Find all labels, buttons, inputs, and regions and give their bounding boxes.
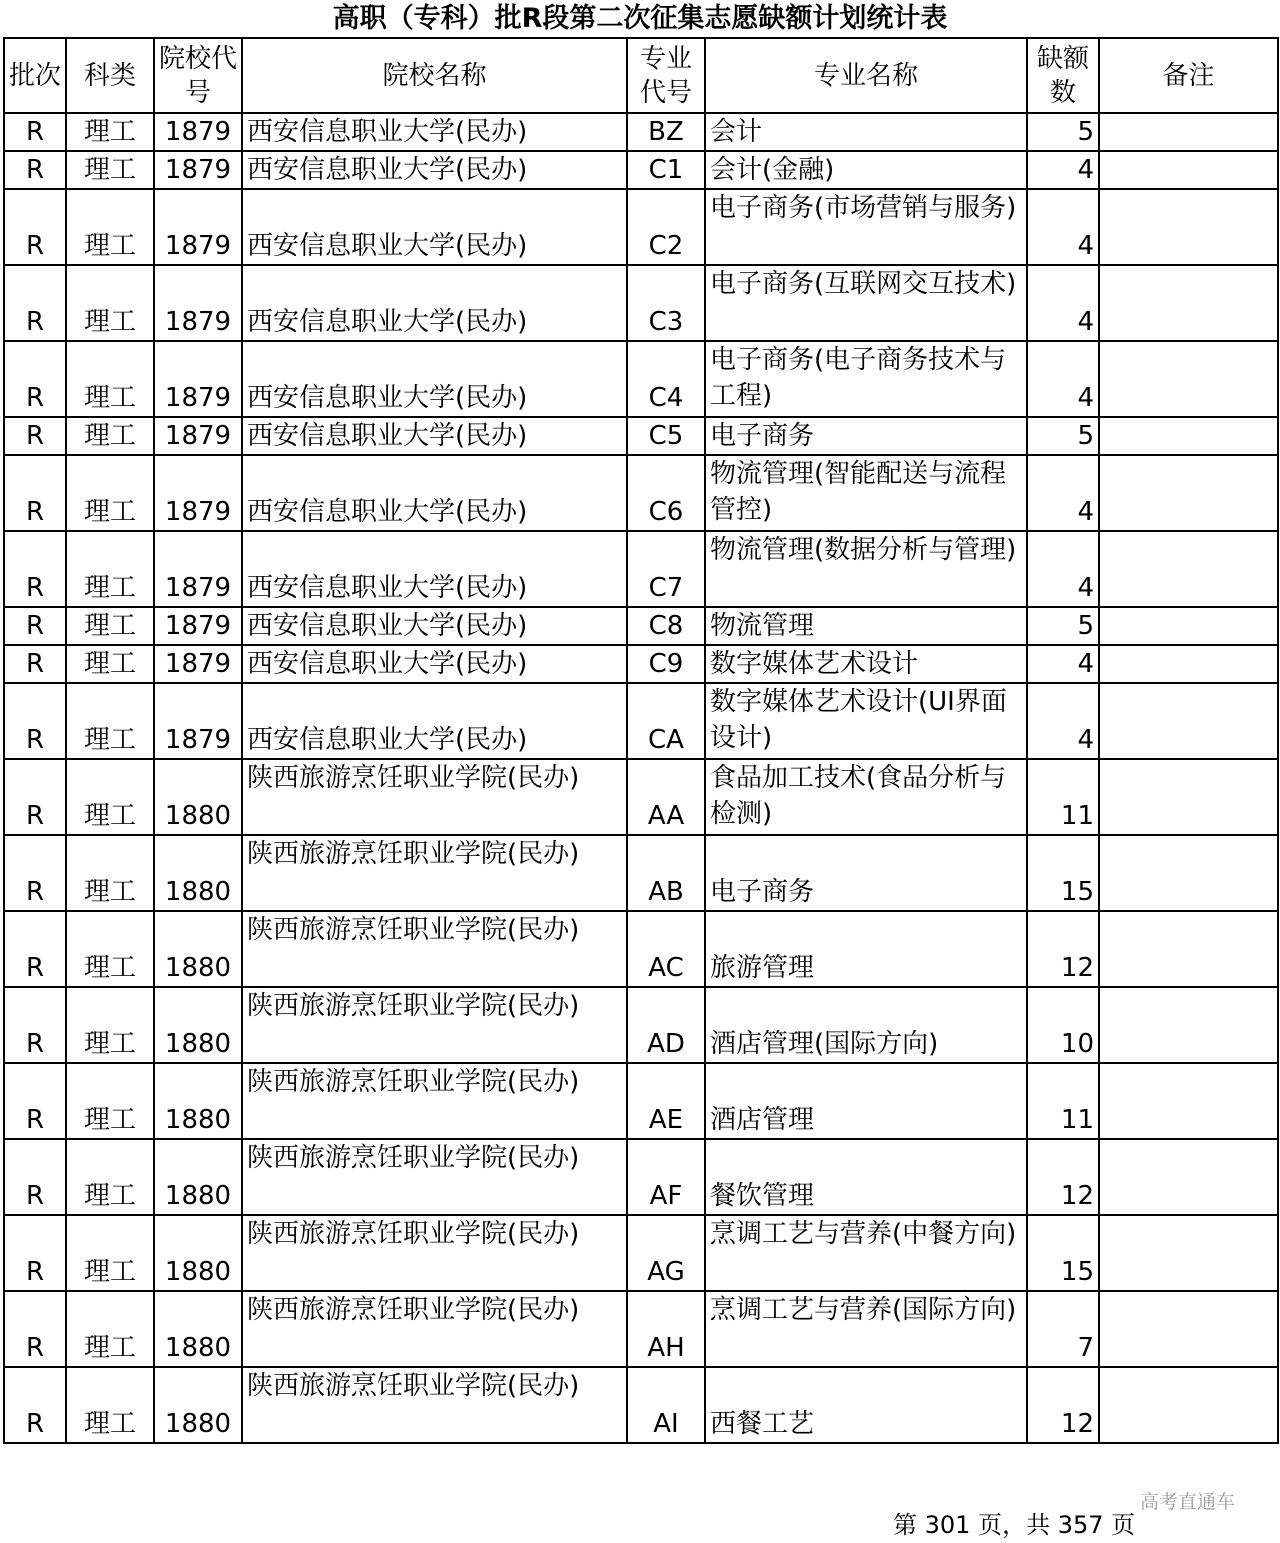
- cell-school-code: 1879: [154, 531, 242, 607]
- cell-batch: R: [4, 835, 66, 911]
- table-row: [4, 835, 1278, 911]
- cell-major-name: 西餐工艺: [705, 1367, 1027, 1443]
- cell-school-name: 西安信息职业大学(民办): [242, 189, 627, 265]
- cell-batch: R: [4, 265, 66, 341]
- cell-vacancy: 7: [1027, 1291, 1099, 1367]
- cell-category: 理工: [66, 189, 154, 265]
- cell-school-code: 1880: [154, 1291, 242, 1367]
- table-row: [4, 1139, 1278, 1215]
- table-row: [4, 987, 1278, 1063]
- cell-school-name: 西安信息职业大学(民办): [242, 113, 627, 151]
- cell-vacancy: 10: [1027, 987, 1099, 1063]
- cell-school-name: 陕西旅游烹饪职业学院(民办): [242, 987, 627, 1063]
- cell-school-name: 陕西旅游烹饪职业学院(民办): [242, 835, 627, 911]
- cell-category: 理工: [66, 1291, 154, 1367]
- cell-major-name: 数字媒体艺术设计(UI界面设计): [705, 683, 1027, 759]
- cell-major-name: 食品加工技术(食品分析与检测): [705, 759, 1027, 835]
- cell-major-code: AF: [627, 1139, 705, 1215]
- header-row: [4, 38, 1278, 113]
- cell-vacancy: 4: [1027, 189, 1099, 265]
- cell-school-code: 1879: [154, 455, 242, 531]
- table-row: [4, 759, 1278, 835]
- cell-category: 理工: [66, 645, 154, 683]
- cell-remark: [1099, 835, 1278, 911]
- cell-major-code: AE: [627, 1063, 705, 1139]
- cell-vacancy: 15: [1027, 835, 1099, 911]
- header-category: 科类: [66, 38, 154, 113]
- cell-category: 理工: [66, 1367, 154, 1443]
- cell-major-name: 数字媒体艺术设计: [705, 645, 1027, 683]
- table-row: [4, 645, 1278, 683]
- cell-batch: R: [4, 151, 66, 189]
- table-row: [4, 265, 1278, 341]
- cell-school-code: 1879: [154, 113, 242, 151]
- cell-remark: [1099, 645, 1278, 683]
- cell-major-code: C8: [627, 607, 705, 645]
- cell-batch: R: [4, 759, 66, 835]
- table-row: [4, 531, 1278, 607]
- cell-batch: R: [4, 683, 66, 759]
- cell-category: 理工: [66, 455, 154, 531]
- cell-batch: R: [4, 1291, 66, 1367]
- cell-remark: [1099, 417, 1278, 455]
- table-row: [4, 455, 1278, 531]
- cell-major-name: 旅游管理: [705, 911, 1027, 987]
- cell-vacancy: 4: [1027, 151, 1099, 189]
- cell-major-code: C6: [627, 455, 705, 531]
- cell-remark: [1099, 683, 1278, 759]
- table-row: [4, 151, 1278, 189]
- cell-school-code: 1879: [154, 607, 242, 645]
- cell-school-name: 陕西旅游烹饪职业学院(民办): [242, 1215, 627, 1291]
- cell-batch: R: [4, 987, 66, 1063]
- cell-batch: R: [4, 1063, 66, 1139]
- cell-school-code: 1880: [154, 1063, 242, 1139]
- cell-major-code: AD: [627, 987, 705, 1063]
- cell-category: 理工: [66, 417, 154, 455]
- cell-major-code: AB: [627, 835, 705, 911]
- cell-school-name: 陕西旅游烹饪职业学院(民办): [242, 759, 627, 835]
- cell-major-code: CA: [627, 683, 705, 759]
- cell-school-code: 1879: [154, 151, 242, 189]
- table-row: [4, 1367, 1278, 1443]
- cell-major-name: 电子商务(电子商务技术与工程): [705, 341, 1027, 417]
- cell-remark: [1099, 265, 1278, 341]
- header-major-code: 专业代号: [627, 38, 705, 113]
- cell-major-name: 烹调工艺与营养(国际方向): [705, 1291, 1027, 1367]
- cell-major-code: AI: [627, 1367, 705, 1443]
- cell-remark: [1099, 759, 1278, 835]
- table-row: [4, 1215, 1278, 1291]
- cell-vacancy: 4: [1027, 341, 1099, 417]
- cell-major-name: 物流管理(数据分析与管理): [705, 531, 1027, 607]
- cell-school-code: 1879: [154, 265, 242, 341]
- cell-major-name: 烹调工艺与营养(中餐方向): [705, 1215, 1027, 1291]
- cell-remark: [1099, 113, 1278, 151]
- cell-school-code: 1880: [154, 911, 242, 987]
- cell-school-code: 1880: [154, 1215, 242, 1291]
- cell-category: 理工: [66, 341, 154, 417]
- cell-major-code: C7: [627, 531, 705, 607]
- page-footer: 第 301 页，共 357 页: [893, 1511, 1136, 1539]
- cell-vacancy: 5: [1027, 607, 1099, 645]
- header-school-code: 院校代号: [154, 38, 242, 113]
- cell-batch: R: [4, 189, 66, 265]
- cell-batch: R: [4, 417, 66, 455]
- watermark: 高考直通车: [1140, 1491, 1236, 1513]
- cell-major-code: C1: [627, 151, 705, 189]
- cell-school-code: 1880: [154, 835, 242, 911]
- table-row: [4, 911, 1278, 987]
- cell-major-name: 物流管理(智能配送与流程管控): [705, 455, 1027, 531]
- cell-major-code: C2: [627, 189, 705, 265]
- cell-vacancy: 4: [1027, 683, 1099, 759]
- header-vacancy: 缺额数: [1027, 38, 1099, 113]
- cell-category: 理工: [66, 683, 154, 759]
- table-row: [4, 607, 1278, 645]
- cell-category: 理工: [66, 265, 154, 341]
- cell-batch: R: [4, 1367, 66, 1443]
- cell-school-name: 陕西旅游烹饪职业学院(民办): [242, 1063, 627, 1139]
- cell-category: 理工: [66, 1063, 154, 1139]
- table-row: [4, 1291, 1278, 1367]
- cell-major-name: 会计: [705, 113, 1027, 151]
- cell-school-name: 西安信息职业大学(民办): [242, 645, 627, 683]
- cell-school-code: 1879: [154, 683, 242, 759]
- cell-major-name: 电子商务: [705, 417, 1027, 455]
- cell-remark: [1099, 911, 1278, 987]
- cell-school-code: 1880: [154, 1367, 242, 1443]
- cell-major-name: 电子商务: [705, 835, 1027, 911]
- cell-school-code: 1879: [154, 417, 242, 455]
- cell-category: 理工: [66, 1139, 154, 1215]
- cell-vacancy: 5: [1027, 113, 1099, 151]
- cell-school-name: 西安信息职业大学(民办): [242, 151, 627, 189]
- cell-school-name: 西安信息职业大学(民办): [242, 265, 627, 341]
- cell-category: 理工: [66, 151, 154, 189]
- cell-remark: [1099, 341, 1278, 417]
- cell-vacancy: 12: [1027, 1139, 1099, 1215]
- cell-category: 理工: [66, 607, 154, 645]
- cell-major-code: AC: [627, 911, 705, 987]
- table-row: [4, 189, 1278, 265]
- cell-batch: R: [4, 607, 66, 645]
- cell-vacancy: 11: [1027, 1063, 1099, 1139]
- cell-category: 理工: [66, 911, 154, 987]
- cell-vacancy: 4: [1027, 265, 1099, 341]
- table-row: [4, 683, 1278, 759]
- cell-school-code: 1879: [154, 189, 242, 265]
- cell-batch: R: [4, 341, 66, 417]
- cell-school-name: 陕西旅游烹饪职业学院(民办): [242, 1139, 627, 1215]
- cell-school-name: 西安信息职业大学(民办): [242, 531, 627, 607]
- cell-major-name: 物流管理: [705, 607, 1027, 645]
- cell-category: 理工: [66, 759, 154, 835]
- cell-major-code: AG: [627, 1215, 705, 1291]
- cell-major-name: 酒店管理: [705, 1063, 1027, 1139]
- cell-vacancy: 12: [1027, 1367, 1099, 1443]
- cell-category: 理工: [66, 835, 154, 911]
- vacancy-table: [3, 37, 1279, 1444]
- cell-batch: R: [4, 455, 66, 531]
- cell-major-name: 电子商务(互联网交互技术): [705, 265, 1027, 341]
- cell-batch: R: [4, 1215, 66, 1291]
- cell-major-name: 会计(金融): [705, 151, 1027, 189]
- page-title: 高职（专科）批R段第二次征集志愿缺额计划统计表: [332, 3, 948, 34]
- header-school-name: 院校名称: [242, 38, 627, 113]
- cell-school-name: 西安信息职业大学(民办): [242, 341, 627, 417]
- header-major-name: 专业名称: [705, 38, 1027, 113]
- cell-major-name: 电子商务(市场营销与服务): [705, 189, 1027, 265]
- cell-category: 理工: [66, 987, 154, 1063]
- cell-category: 理工: [66, 531, 154, 607]
- cell-batch: R: [4, 1139, 66, 1215]
- cell-school-code: 1880: [154, 1139, 242, 1215]
- cell-vacancy: 11: [1027, 759, 1099, 835]
- cell-remark: [1099, 1367, 1278, 1443]
- cell-school-name: 陕西旅游烹饪职业学院(民办): [242, 1291, 627, 1367]
- cell-major-name: 酒店管理(国际方向): [705, 987, 1027, 1063]
- cell-school-name: 陕西旅游烹饪职业学院(民办): [242, 911, 627, 987]
- cell-school-name: 西安信息职业大学(民办): [242, 607, 627, 645]
- cell-major-code: C9: [627, 645, 705, 683]
- cell-major-code: C3: [627, 265, 705, 341]
- cell-remark: [1099, 1139, 1278, 1215]
- table-row: [4, 1063, 1278, 1139]
- cell-remark: [1099, 1215, 1278, 1291]
- cell-school-name: 西安信息职业大学(民办): [242, 455, 627, 531]
- cell-category: 理工: [66, 1215, 154, 1291]
- header-batch: 批次: [4, 38, 66, 113]
- cell-school-code: 1880: [154, 759, 242, 835]
- cell-batch: R: [4, 911, 66, 987]
- cell-remark: [1099, 987, 1278, 1063]
- cell-vacancy: 4: [1027, 645, 1099, 683]
- cell-remark: [1099, 1291, 1278, 1367]
- cell-remark: [1099, 531, 1278, 607]
- cell-school-code: 1880: [154, 987, 242, 1063]
- cell-vacancy: 12: [1027, 911, 1099, 987]
- cell-category: 理工: [66, 113, 154, 151]
- cell-remark: [1099, 455, 1278, 531]
- cell-major-code: AH: [627, 1291, 705, 1367]
- cell-remark: [1099, 1063, 1278, 1139]
- cell-major-code: AA: [627, 759, 705, 835]
- cell-school-name: 西安信息职业大学(民办): [242, 417, 627, 455]
- table-row: [4, 417, 1278, 455]
- cell-remark: [1099, 189, 1278, 265]
- cell-major-name: 餐饮管理: [705, 1139, 1027, 1215]
- table-row: [4, 113, 1278, 151]
- cell-vacancy: 5: [1027, 417, 1099, 455]
- cell-batch: R: [4, 645, 66, 683]
- cell-vacancy: 15: [1027, 1215, 1099, 1291]
- cell-vacancy: 4: [1027, 455, 1099, 531]
- cell-vacancy: 4: [1027, 531, 1099, 607]
- cell-major-code: C5: [627, 417, 705, 455]
- cell-batch: R: [4, 531, 66, 607]
- cell-school-code: 1879: [154, 341, 242, 417]
- cell-school-name: 陕西旅游烹饪职业学院(民办): [242, 1367, 627, 1443]
- header-remark: 备注: [1099, 38, 1278, 113]
- cell-school-code: 1879: [154, 645, 242, 683]
- cell-batch: R: [4, 113, 66, 151]
- table-row: [4, 341, 1278, 417]
- cell-major-code: BZ: [627, 113, 705, 151]
- cell-remark: [1099, 607, 1278, 645]
- cell-remark: [1099, 151, 1278, 189]
- cell-school-name: 西安信息职业大学(民办): [242, 683, 627, 759]
- cell-major-code: C4: [627, 341, 705, 417]
